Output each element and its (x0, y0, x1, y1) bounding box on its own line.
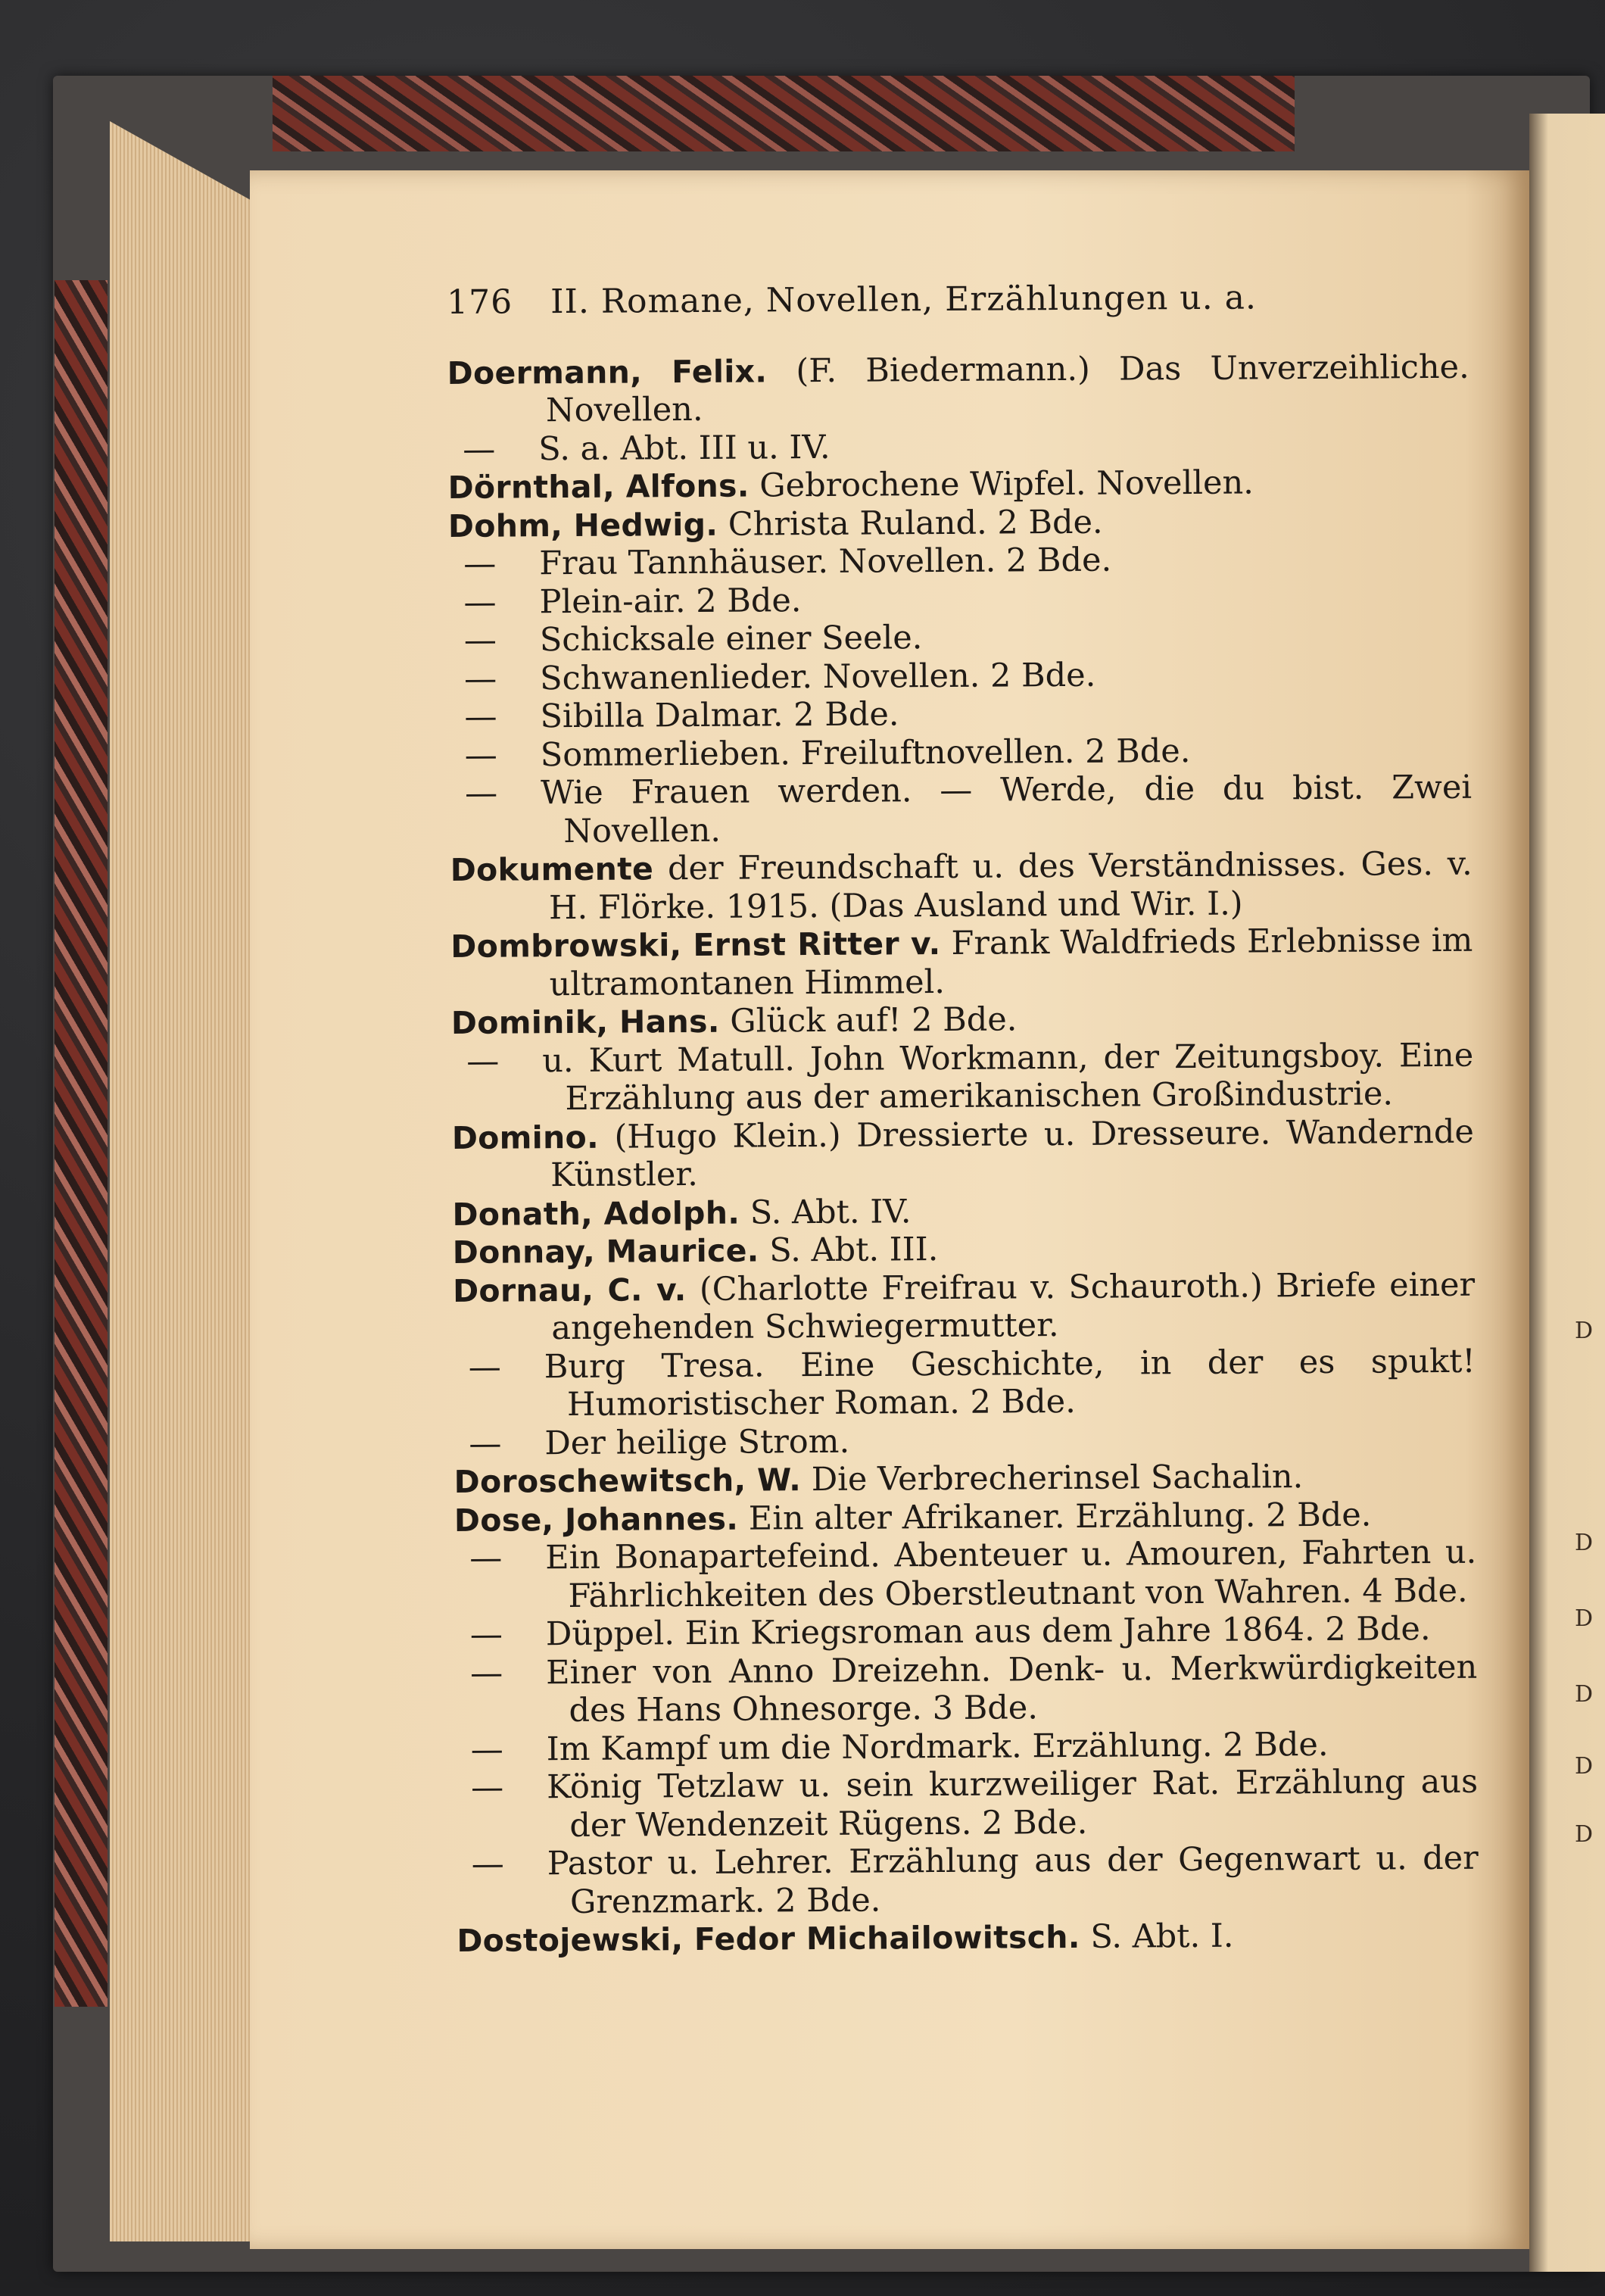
entry-text: Einer von Anno Dreizehn. Denk- u. Merkwürdigkeiten des Hans Ohnesorge. 3 Bde. (546, 1648, 1478, 1730)
entry-sub (453, 1342, 1476, 1424)
ditto-dash: — (463, 621, 497, 660)
entry-text: u. Kurt Matull. John Workmann, der Zeitungsboy. Eine Erzählung aus der amerikanischen Großindustrie. (542, 1036, 1474, 1118)
ditto-dash: — (466, 1042, 500, 1081)
entry-text: (Charlotte Freifrau v. Schauroth.) Briefe einer angehenden Schwiegermutter. (551, 1265, 1476, 1348)
entry-sub (449, 654, 1471, 698)
ditto-dash: — (464, 736, 497, 775)
entry-text: Pastor u. Lehrer. Erzählung aus der Gegenwart u. der Grenzmark. 2 Bde. (547, 1839, 1479, 1921)
entry-main (450, 922, 1473, 1004)
entry-heading: Dombrowski, Ernst Ritter v. (450, 925, 941, 965)
entry-text: Die Verbrecherinsel Sachalin. (800, 1458, 1304, 1499)
bibliography-list (447, 348, 1479, 1960)
entry-heading: Donnay, Maurice. (452, 1232, 759, 1271)
page-content (447, 278, 1479, 1961)
entry-sub (448, 577, 1470, 622)
entry-text: S. Abt. IV. (739, 1192, 912, 1232)
running-head-title: II. Romane, Novellen, Erzählungen u. a. (550, 278, 1258, 322)
entry-main (454, 1457, 1476, 1502)
entry-sub (451, 1036, 1474, 1118)
edge-letter: D (1575, 1821, 1594, 1848)
edge-letter: D (1575, 1681, 1594, 1708)
ditto-dash: — (464, 774, 498, 813)
entry-text: S. Abt. III. (759, 1231, 939, 1270)
page-edges (110, 121, 261, 2241)
entry-main (454, 1495, 1476, 1540)
entry-text: Im Kampf um die Nordmark. Erzählung. 2 Bde. (546, 1725, 1329, 1768)
ditto-dash: — (469, 1539, 503, 1577)
entry-main (448, 501, 1470, 545)
entry-text: Christa Ruland. 2 Bde. (717, 503, 1103, 544)
entry-text: Plein-air. 2 Bde. (539, 581, 802, 621)
entry-sub (447, 424, 1469, 469)
entry-text: Gebrochene Wipfel. Novellen. (749, 463, 1254, 505)
entry-heading: Dostojewski, Fedor Michailowitsch. (457, 1918, 1080, 1959)
entry-main (447, 463, 1469, 507)
entry-text: Schicksale einer Seele. (539, 619, 923, 660)
entry-heading: Domino. (451, 1118, 600, 1156)
ditto-dash: — (469, 1615, 503, 1654)
entry-heading: Dokumente (450, 850, 654, 888)
entry-sub (455, 1648, 1478, 1730)
entry-text: S. Abt. I. (1080, 1917, 1234, 1956)
entry-text: S. a. Abt. III u. IV. (538, 428, 831, 468)
ditto-dash: — (464, 697, 497, 736)
ditto-dash: — (471, 1845, 504, 1883)
entry-heading: Dornau, C. v. (452, 1271, 687, 1309)
entry-heading: Dose, Johannes. (453, 1500, 739, 1539)
entry-heading: Doroschewitsch, W. (453, 1462, 802, 1500)
entry-text: Sibilla Dalmar. 2 Bde. (540, 695, 899, 736)
entry-text: Wie Frauen werden. — Werde, die du bist. Zwei Novellen. (540, 768, 1473, 850)
ditto-dash: — (470, 1768, 504, 1807)
entry-text: Glück auf! 2 Bde. (719, 1000, 1018, 1040)
entry-sub (450, 769, 1473, 851)
entry-text: Ein Bonapartefeind. Abenteuer u. Amouren, Fahrten u. Fährlichkeiten des Oberstleutnant von Wahren. 4 Bde. (545, 1533, 1477, 1615)
entry-text: Düppel. Ein Kriegsroman aus dem Jahre 1864. 2 Bde. (545, 1610, 1431, 1654)
entry-main (453, 1265, 1476, 1348)
entry-main (457, 1916, 1479, 1961)
marbled-endpaper-left (55, 280, 108, 2007)
entry-heading: Dörnthal, Alfons. (447, 467, 750, 506)
running-header (447, 278, 1469, 323)
entry-text: Frank Waldfrieds Erlebnisse im ultramontanen Himmel. (549, 921, 1473, 1003)
entry-sub (456, 1724, 1478, 1769)
entry-heading: Dohm, Hedwig. (447, 506, 718, 544)
page-number: 176 (446, 282, 513, 322)
entry-text: der Freundschaft u. des Verständnisses. Ges. v. H. Flörke. 1915. (Das Ausland und Wir. I.) (548, 844, 1473, 927)
ditto-dash: — (463, 583, 497, 622)
entry-sub (456, 1763, 1479, 1845)
entry-text: (F. Biedermann.) Das Unverzeihliche. Novellen. (545, 348, 1469, 430)
ditto-dash: — (470, 1730, 503, 1769)
entry-text: Burg Tresa. Eine Geschichte, in der es spukt! Humoristischer Roman. 2 Bde. (544, 1342, 1476, 1424)
entry-sub (449, 616, 1471, 660)
entry-main (450, 845, 1473, 928)
entry-sub (457, 1839, 1479, 1922)
entry-sub (455, 1610, 1477, 1655)
entry-main (453, 1228, 1475, 1272)
marbled-endpaper-top (273, 76, 1295, 151)
entry-text: König Tetzlaw u. sein kurzweiliger Rat. Erzählung aus der Wendenzeit Rügens. 2 Bde. (546, 1762, 1479, 1845)
entry-main (452, 1189, 1474, 1234)
entry-main (451, 998, 1473, 1043)
entry-text: Der heilige Strom. (544, 1422, 850, 1462)
facing-page-edge (1529, 114, 1605, 2272)
entry-sub (448, 539, 1470, 584)
entry-sub (449, 692, 1471, 737)
entry-heading: Donath, Adolph. (452, 1194, 740, 1233)
edge-letter: D (1575, 1753, 1594, 1780)
ditto-dash: — (464, 660, 497, 698)
ditto-dash: — (470, 1654, 503, 1692)
entry-main (452, 1112, 1475, 1195)
entry-text: Frau Tannhäuser. Novellen. 2 Bde. (539, 541, 1112, 583)
entry-text: Sommerlieben. Freiluftnovellen. 2 Bde. (540, 732, 1191, 774)
entry-sub (453, 1418, 1476, 1463)
edge-letter: D (1575, 1318, 1594, 1344)
ditto-dash: — (463, 544, 497, 583)
entry-heading: Doermann, Felix. (447, 352, 768, 392)
edge-letter: D (1575, 1530, 1594, 1556)
edge-letter: D (1575, 1605, 1594, 1632)
entry-text: Ein alter Afrikaner. Erzählung. 2 Bde. (738, 1496, 1372, 1538)
entry-sub (454, 1533, 1477, 1616)
entry-text: (Hugo Klein.) Dressierte u. Dresseure. Wandernde Künstler. (550, 1112, 1475, 1195)
entry-main (447, 348, 1470, 430)
ditto-dash: — (468, 1348, 501, 1387)
entry-text: Schwanenlieder. Novellen. 2 Bde. (540, 656, 1096, 697)
entry-sub (450, 730, 1472, 775)
ditto-dash: — (463, 430, 496, 469)
ditto-dash: — (469, 1424, 502, 1463)
entry-heading: Dominik, Hans. (450, 1003, 720, 1041)
